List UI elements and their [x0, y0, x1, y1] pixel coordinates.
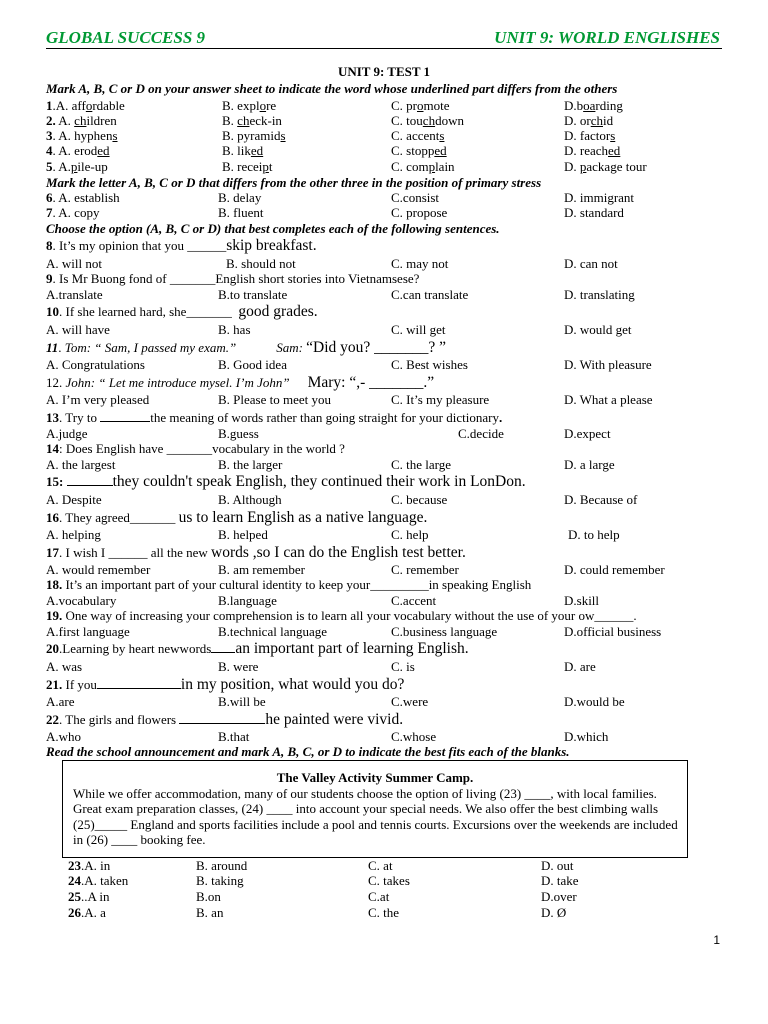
question-16: 16. They agreed_______ us to learn English as a native language. — [46, 509, 428, 526]
question-12: 12. John: “ Let me introduce mysel. I’m John” Mary: “,- _______.” — [46, 374, 435, 391]
question-18: 18. It’s an important part of your cultural identity to keep your_________in speaking English — [46, 577, 532, 592]
question-15: 15: they couldn't speak English, they continued their work in LonDon. — [46, 473, 526, 490]
passage-title: The Valley Activity Summer Camp. — [276, 770, 474, 785]
question-13: 13. Try to the meaning of words rather than going straight for your dictionary. — [46, 410, 503, 425]
instruction-2: Mark the letter A, B, C or D that differs from the other three in the position of primary stress — [46, 175, 542, 190]
question-21: 21. If you in my position, what would you do? — [46, 676, 405, 693]
instruction-3: Choose the option (A, B, C or D) that best completes each of the following sentences. — [46, 221, 500, 236]
header-right: UNIT 9: WORLD ENGLISHES — [494, 28, 720, 47]
question-10: 10. If she learned hard, she_______ good grades. — [46, 303, 318, 320]
question-11: 11. Tom: “ Sam, I passed my exam.” Sam: “Did you? _______? ” — [46, 339, 447, 356]
instruction-4: Read the school announcement and mark A, B, C, or D to indicate the best fits each of the blanks. — [46, 744, 570, 759]
page-header — [46, 26, 722, 49]
passage-box — [62, 760, 688, 858]
question-9: 9. Is Mr Buong fond of _______English short stories into Vietnamsese? — [46, 271, 420, 286]
question-8: 8. It’s my opinion that you ______skip breakfast. — [46, 237, 317, 254]
question-22: 22. The girls and flowers he painted were vivid. — [46, 711, 404, 728]
page-title: UNIT 9: TEST 1 — [337, 64, 431, 79]
question-20: 20.Learning by heart newwords an important part of learning English. — [46, 640, 469, 657]
question-14: 14: Does English have _______vocabulary in the world ? — [46, 441, 345, 456]
question-19: 19. One way of increasing your comprehension is to learn all your vocabulary without the use of your ow______. — [46, 608, 637, 623]
page-number: 1 — [713, 933, 720, 947]
passage-text: While we offer accommodation, many of our students choose the option of living (23) ____, with local families. Great exam preparation classes, (24) ____ into account your special needs. We also offer the best climbing walls (25)_____ England and sports facilities include a pool and tennis courts. Excursions over the weekends are included in (26) ____ booking fee. — [73, 786, 678, 848]
question-17: 17. I wish I ______ all the new words ,so I can do the English test better. — [46, 544, 466, 561]
instruction-1: Mark A, B, C or D on your answer sheet to indicate the word whose underlined part differs from the others — [46, 81, 618, 96]
header-left: GLOBAL SUCCESS 9 — [46, 28, 206, 47]
